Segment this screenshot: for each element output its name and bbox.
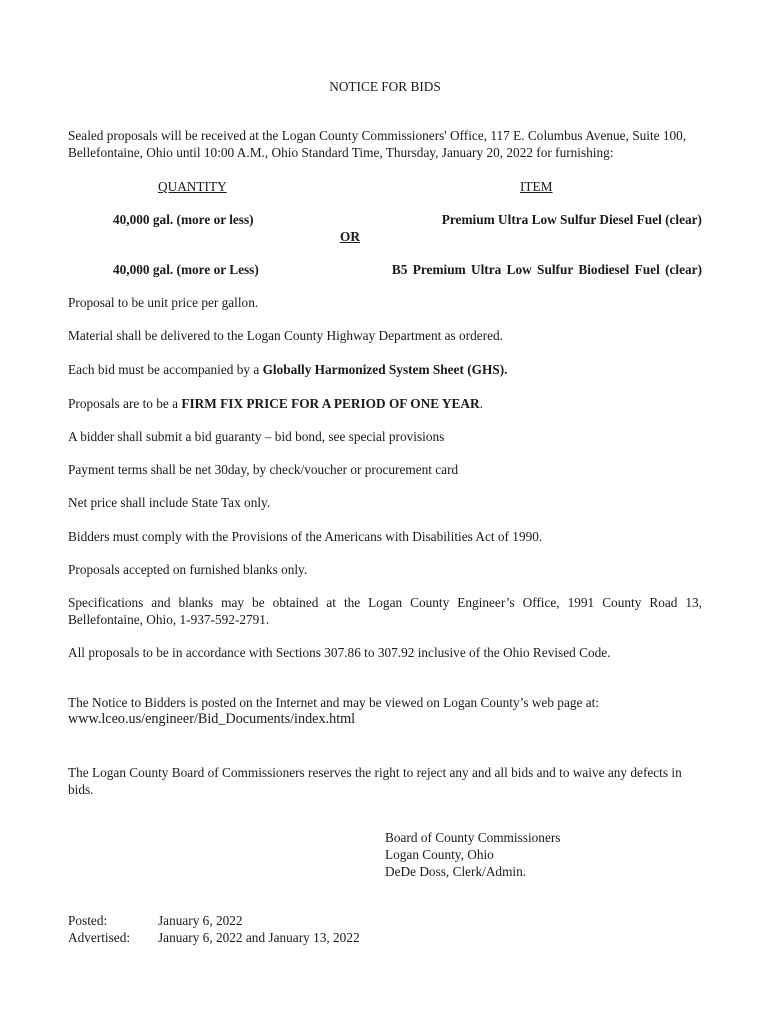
unit-price-paragraph: Proposal to be unit price per gallon. [68, 295, 259, 310]
guaranty-paragraph: A bidder shall submit a bid guaranty – bid bond, see special provisions [68, 429, 445, 444]
posted-date: January 6, 2022 [158, 913, 243, 928]
payment-paragraph: Payment terms shall be net 30day, by check/voucher or procurement card [68, 462, 459, 477]
advertised-dates: January 6, 2022 and January 13, 2022 [158, 930, 360, 945]
document-title: NOTICE FOR BIDS [329, 79, 441, 94]
signature-board: Board of County Commissioners [385, 830, 561, 845]
signature-county: Logan County, Ohio [385, 847, 494, 862]
internet-paragraph: The Notice to Bidders is posted on the Internet and may be viewed on Logan County’s web page at: [68, 695, 600, 710]
bid-documents-link[interactable]: www.lceo.us/engineer/Bid_Documents/index.html [68, 711, 356, 727]
signature-clerk: DeDe Doss, Clerk/Admin. [385, 864, 527, 879]
ghs-bold: Globally Harmonized System Sheet (GHS). [262, 362, 508, 377]
firm-price-paragraph [68, 395, 702, 412]
ada-paragraph: Bidders must comply with the Provisions of the Americans with Disabilities Act of 1990. [68, 529, 543, 544]
specs-paragraph: Specifications and blanks may be obtained at the Logan County Engineer’s Office, 1991 County Road 13, Bellefontaine, Ohio, 1-937-592-2791. [68, 595, 702, 627]
advertised-label: Advertised: [68, 930, 131, 945]
firm-prefix: Proposals are to be a [68, 396, 182, 411]
or-label: OR [340, 229, 360, 244]
signature-block [385, 829, 560, 880]
ghs-paragraph [68, 361, 702, 378]
delivery-paragraph: Material shall be delivered to the Logan County Highway Department as ordered. [68, 328, 503, 343]
firm-bold: FIRM FIX PRICE FOR A PERIOD OF ONE YEAR [181, 396, 480, 411]
row1-item: Premium Ultra Low Sulfur Diesel Fuel (clear) [441, 212, 702, 227]
tax-paragraph: Net price shall include State Tax only. [68, 495, 271, 510]
quantity-header: QUANTITY [158, 179, 227, 194]
ghs-prefix: Each bid must be accompanied by a [68, 362, 263, 377]
posted-label: Posted: [68, 913, 108, 928]
row2-quantity: 40,000 gal. (more or Less) [113, 262, 259, 277]
intro-paragraph: Sealed proposals will be received at the Logan County Commissioners' Office, 117 E. Columbus Avenue, Suite 100, Bellefontaine, Ohio until 10:00 A.M., Ohio Standard Time, Thursday, January 20, 2022 for furnishing: [68, 128, 687, 160]
blanks-paragraph: Proposals accepted on furnished blanks only. [68, 562, 308, 577]
code-paragraph: All proposals to be in accordance with Sections 307.86 to 307.92 inclusive of the Ohio Revised Code. [68, 645, 611, 660]
firm-suffix: . [479, 396, 483, 411]
reserve-paragraph: The Logan County Board of Commissioners reserves the right to reject any and all bids and to waive any defects in bids. [68, 765, 682, 797]
row1-quantity: 40,000 gal. (more or less) [113, 212, 254, 227]
item-header: ITEM [520, 179, 553, 194]
row2-item: B5 Premium Ultra Low Sulfur Biodiesel Fuel (clear) [391, 262, 702, 277]
